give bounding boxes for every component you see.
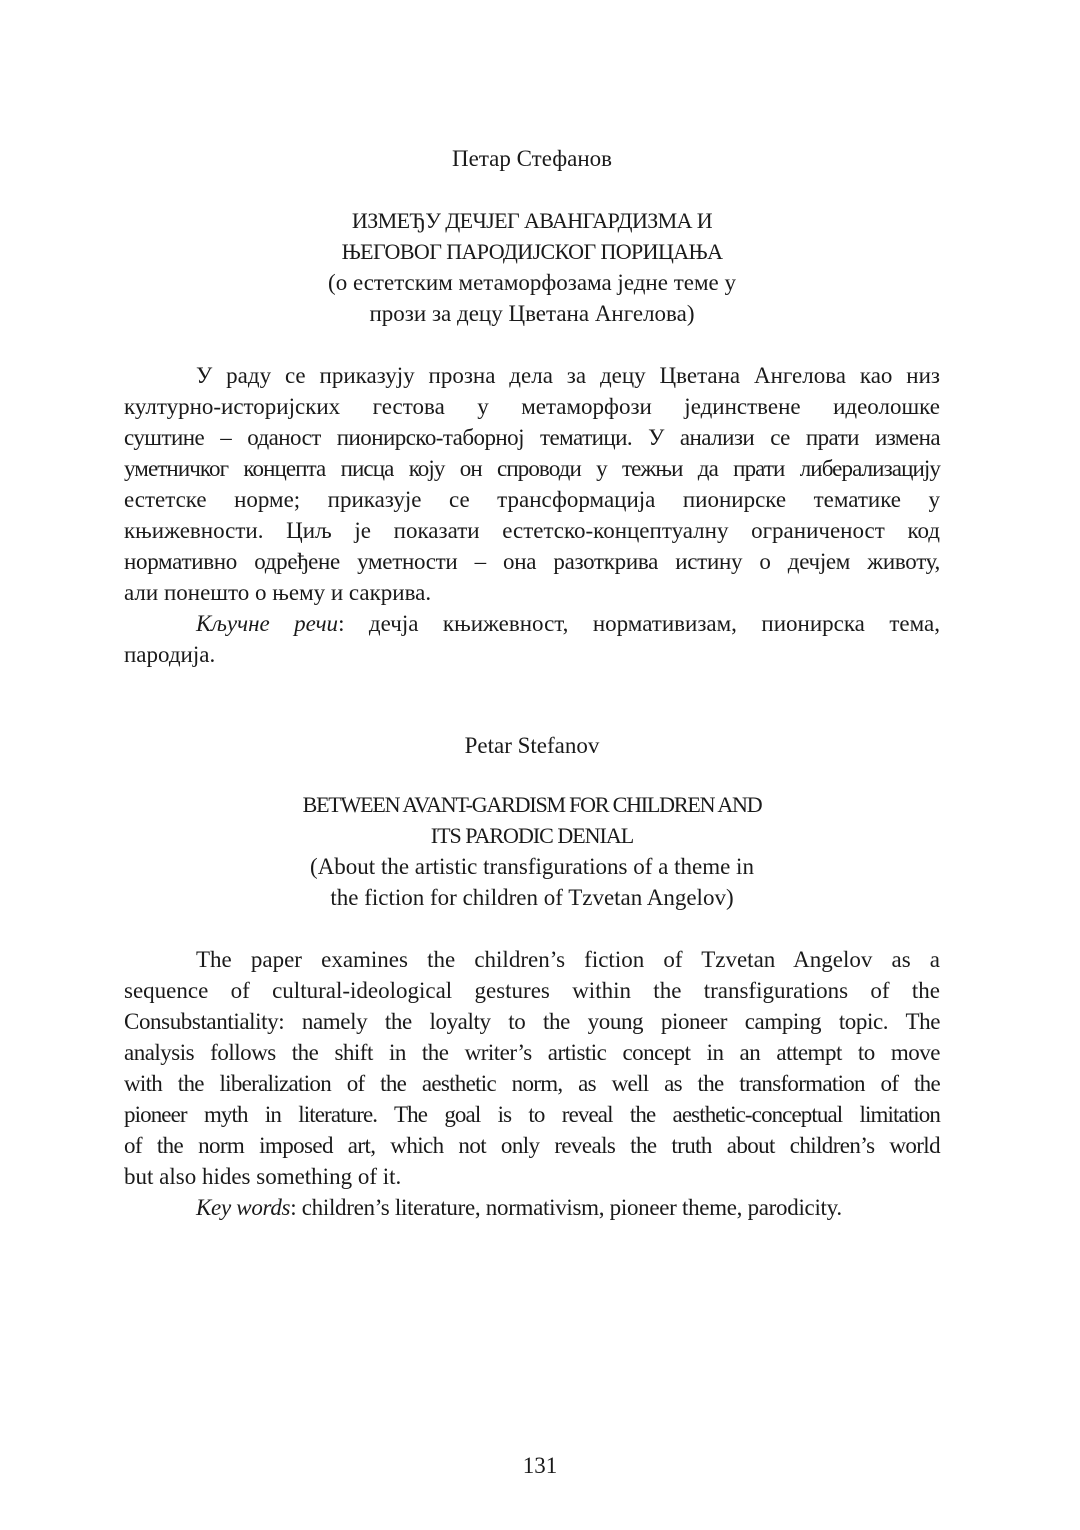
english-author-text: Petar Stefanov	[464, 733, 600, 758]
serbian-title	[124, 205, 940, 329]
serbian-title-line-2: ЊЕГОВОГ ПАРОДИЈСКОГ ПОРИЦАЊА	[341, 239, 723, 264]
serbian-keywords-line-2: пародија.	[124, 642, 216, 667]
serbian-abstract-line: нормативно одређене уметности – она разоткрива истину о дечјем животу,	[124, 549, 940, 574]
english-author	[124, 730, 940, 761]
english-subtitle-line-1: (About the artistic transfigurations of a theme in	[310, 854, 754, 879]
english-title-line-1: BETWEEN AVANT-GARDISM FOR CHILDREN AND	[302, 792, 762, 817]
english-abstract-line: sequence of cultural-ideological gestures within the transfigurations of the	[124, 978, 940, 1003]
serbian-abstract-line: У раду се приказују прозна дела за децу Цветана Ангелова као низ	[196, 363, 940, 388]
english-subtitle-line-2: the fiction for children of Tzvetan Angelov)	[330, 885, 734, 910]
english-abstract-line: but also hides something of it.	[124, 1164, 402, 1189]
serbian-title-line-1: ИЗМЕЂУ ДЕЧЈЕГ АВАНГАРДИЗМА И	[351, 208, 713, 233]
english-abstract	[124, 944, 940, 1223]
english-title	[124, 789, 940, 913]
serbian-keywords-text: : дечја књижевност, нормативизам, пионирска тема,	[338, 611, 940, 636]
english-abstract-line: with the liberalization of the aesthetic norm, as well as the transformation of the	[124, 1071, 940, 1096]
serbian-subtitle-line-2: прози за децу Цветана Ангелова)	[369, 301, 695, 326]
serbian-abstract-line: али понешто о њему и сакрива.	[124, 580, 432, 605]
serbian-abstract-line: књижевности. Циљ је показати естетско-концептуалну ограниченост код	[124, 518, 940, 543]
serbian-subtitle-line-1: (о естетским метаморфозама једне теме у	[328, 270, 736, 295]
serbian-abstract-line: естетске норме; приказује се трансформација пионирске тематике у	[124, 487, 940, 512]
serbian-abstract-paragraph	[124, 360, 940, 608]
page-number-text: 131	[522, 1453, 558, 1478]
page-number	[0, 1450, 1080, 1481]
english-keywords-text: : children’s literature, normativism, pioneer theme, parodicity.	[290, 1195, 842, 1220]
serbian-keywords-label: Кључне речи	[196, 611, 339, 636]
english-keywords-label: Key words	[196, 1195, 291, 1220]
english-abstract-line: Consubstantiality: namely the loyalty to the young pioneer camping topic. The	[124, 1009, 940, 1034]
serbian-abstract-line: уметничког концепта писца коју он спроводи у тежњи да прати либерализацију	[124, 456, 940, 481]
english-abstract-paragraph	[124, 944, 940, 1192]
serbian-keywords-line	[124, 608, 940, 639]
serbian-author-text: Петар Стефанов	[452, 146, 612, 171]
english-abstract-line: of the norm imposed art, which not only reveals the truth about children’s world	[124, 1133, 940, 1158]
english-abstract-line: The paper examines the children’s fiction of Tzvetan Angelov as a	[196, 947, 940, 972]
serbian-abstract	[124, 360, 940, 670]
serbian-abstract-line: суштине – оданост пионирско-таборној тематици. У анализи се прати измена	[124, 425, 940, 450]
english-keywords	[124, 1192, 940, 1223]
english-keywords-line	[124, 1192, 940, 1223]
english-title-line-2: ITS PARODIC DENIAL	[430, 823, 634, 848]
serbian-keywords	[124, 608, 940, 670]
english-abstract-line: analysis follows the shift in the writer’s artistic concept in an attempt to move	[124, 1040, 940, 1065]
english-abstract-line: pioneer myth in literature. The goal is to reveal the aesthetic-conceptual limitation	[124, 1102, 940, 1127]
serbian-author	[124, 143, 940, 174]
serbian-abstract-line: културно-историјских гестова у метаморфози јединствене идеолошке	[124, 394, 940, 419]
